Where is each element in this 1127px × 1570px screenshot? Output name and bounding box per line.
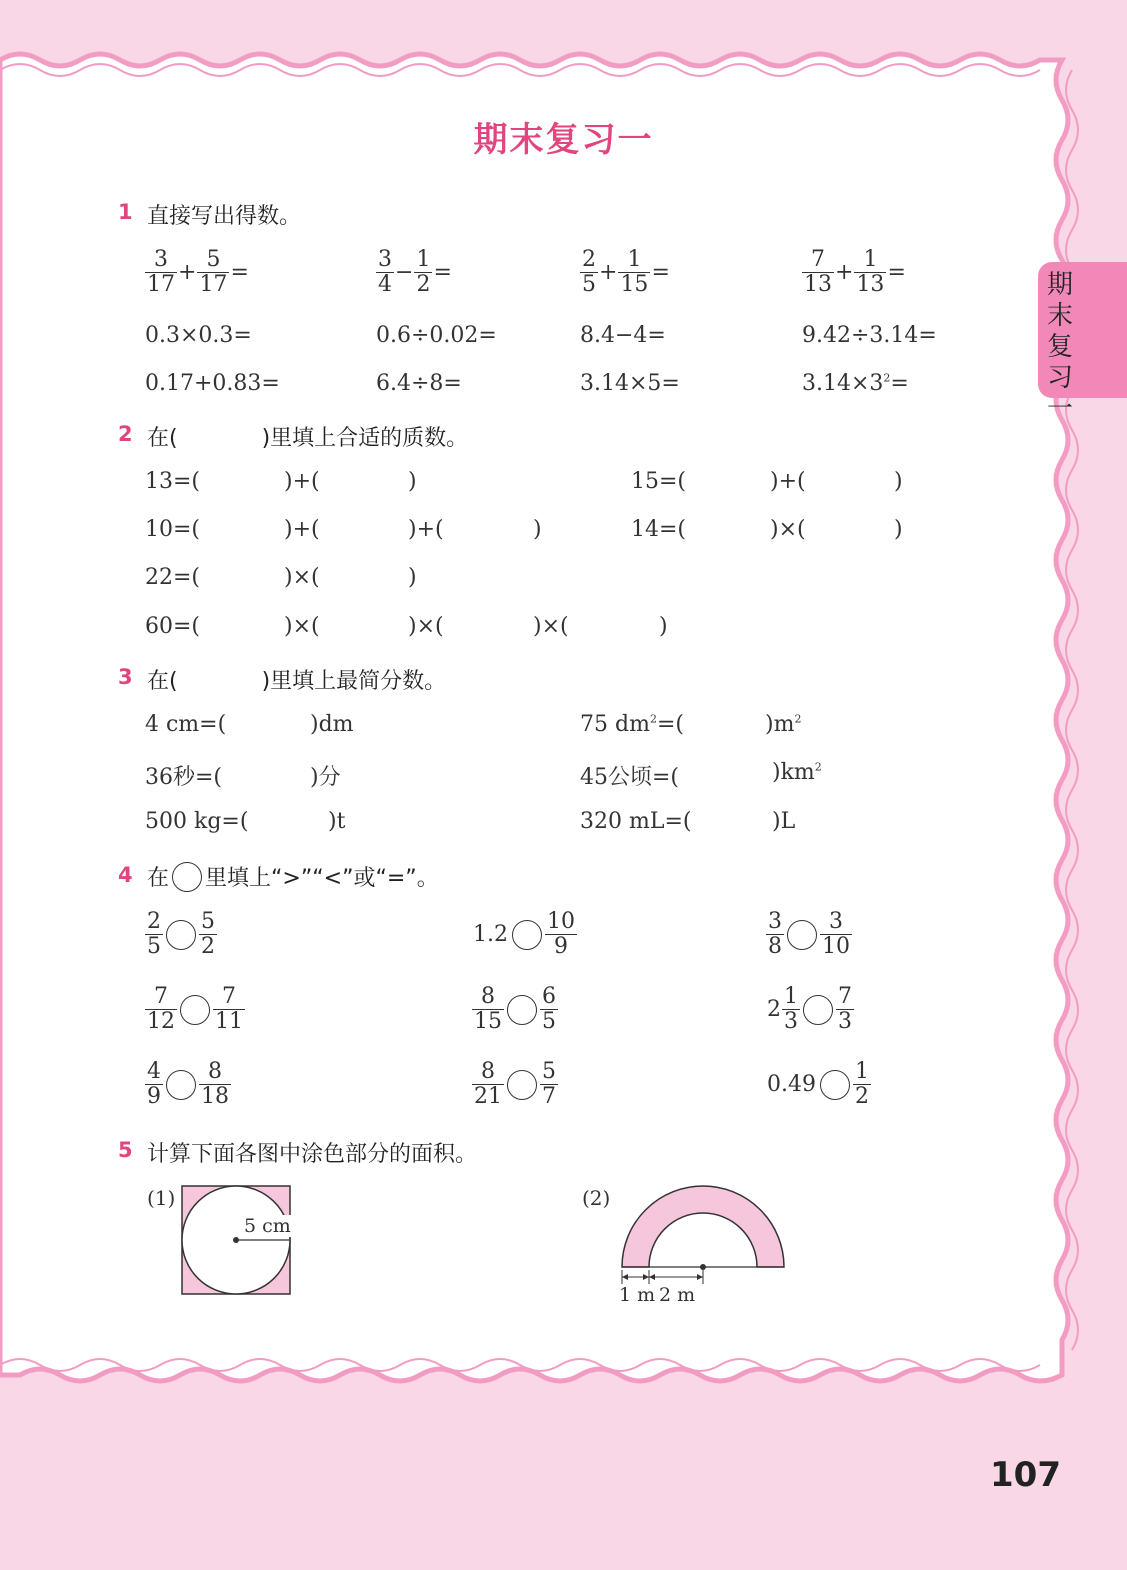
compare-circle[interactable] (820, 1070, 850, 1100)
page-number: 107 (990, 1455, 1061, 1495)
q2-part: )+( (408, 517, 444, 542)
fraction: $\frac{7}{13}$ (804, 247, 832, 297)
q4-item-9: 0.49 $\frac{1}{2}$ (767, 1059, 869, 1109)
circle-icon (172, 862, 202, 892)
compare-circle[interactable] (166, 920, 196, 950)
q1-expr-11: 3.14×5= (580, 371, 680, 396)
q3-number: 3 (118, 665, 133, 689)
compare-circle[interactable] (512, 920, 542, 950)
q1-expr-1: $\frac{3}{17}$ + $\frac{5}{17}$ = (147, 247, 249, 297)
dimension-label-1: 1 m (619, 1284, 656, 1306)
compare-circle[interactable] (787, 920, 817, 950)
compare-circle[interactable] (166, 1070, 196, 1100)
figure-2-label: (2) (582, 1186, 611, 1210)
q4-instruction: 在 里填上“>”“<”或“=”。 (147, 861, 439, 892)
compare-circle[interactable] (507, 995, 537, 1025)
q4-item-3: $\frac{3}{8}$ $\frac{3}{10}$ (768, 909, 850, 959)
q2-line-1: 13=( (145, 469, 201, 494)
q5-number: 5 (118, 1138, 133, 1162)
q3-item-3: 36秒=( (145, 765, 223, 790)
q3-item-1: 4 cm=( (145, 712, 227, 737)
q2-line-4: 14=( (631, 517, 687, 542)
q1-instruction: 直接写出得数。 (147, 204, 302, 229)
fraction: $\frac{3}{17}$ (147, 247, 175, 297)
q1-expr-2: $\frac{3}{4}$ − $\frac{1}{2}$ = (378, 247, 452, 297)
q3-item-5: 500 kg=( (145, 809, 249, 834)
fraction: $\frac{2}{5}$ (582, 247, 596, 297)
q2-part: )×( (284, 565, 320, 590)
q2-part: )×( (284, 614, 320, 639)
q3-unit: )L (772, 809, 796, 834)
q2-line-6: 60=( (145, 614, 201, 639)
radius-label: 5 cm (244, 1215, 291, 1237)
q4-item-8: $\frac{8}{21}$ $\frac{5}{7}$ (474, 1059, 556, 1109)
figure-1-label: (1) (147, 1186, 176, 1210)
q1-expr-9: 0.17+0.83= (145, 371, 280, 396)
q2-instruction: 在( )里填上合适的质数。 (147, 426, 469, 451)
dimension-label-2: 2 m (659, 1284, 696, 1306)
q1-number: 1 (118, 200, 133, 224)
q1-expr-12: $3.14\times 3^2=$ (802, 371, 909, 396)
q3-item-4: 45公顷=( (580, 765, 680, 790)
page-title: 期末复习一 (473, 120, 654, 160)
q3-unit: )$m^2$ (765, 712, 802, 737)
q5-instruction: 计算下面各图中涂色部分的面积。 (147, 1142, 478, 1167)
q1-expr-10: 6.4÷8= (376, 371, 462, 396)
q2-part: )×( (770, 517, 806, 542)
fraction: $\frac{3}{4}$ (378, 247, 392, 297)
q2-part: ) (894, 469, 903, 494)
compare-circle[interactable] (180, 995, 210, 1025)
q3-unit: )t (328, 809, 346, 834)
q3-instruction: 在( )里填上最简分数。 (147, 669, 447, 694)
q4-number: 4 (118, 863, 133, 887)
q4-item-4: $\frac{7}{12}$ $\frac{7}{11}$ (147, 984, 243, 1034)
q3-unit: )分 (310, 765, 341, 790)
q1-expr-6: 0.6÷0.02= (376, 323, 497, 348)
fraction: $\frac{1}{13}$ (856, 247, 885, 297)
q2-line-3: 10=( (145, 517, 201, 542)
q2-number: 2 (118, 422, 133, 446)
q2-part: )×( (533, 614, 569, 639)
compare-circle[interactable] (507, 1070, 537, 1100)
q2-part: )+( (770, 469, 806, 494)
fraction: $\frac{1}{2}$ (416, 247, 431, 297)
q3-item-2: 75 $dm^2=$( (580, 712, 684, 737)
q2-part: )+( (284, 517, 320, 542)
figure-1-square-circle (180, 1184, 294, 1298)
q2-part: )×( (408, 614, 444, 639)
fraction: $\frac{5}{17}$ (199, 247, 228, 297)
q4-item-2: 1.2 $\frac{10}{9}$ (473, 909, 575, 959)
q2-part: ) (894, 517, 903, 542)
side-tab-label: 期末复习一 (1046, 270, 1073, 424)
q1-expr-4: $\frac{7}{13}$ + $\frac{1}{13}$ = (804, 247, 906, 297)
q4-item-6: 2 $\frac{1}{3}$ $\frac{7}{3}$ (767, 984, 852, 1034)
q2-part: )+( (284, 469, 320, 494)
q2-part: ) (408, 565, 417, 590)
q4-item-5: $\frac{8}{15}$ $\frac{6}{5}$ (474, 984, 556, 1034)
q3-unit: )$km^2$ (772, 760, 822, 785)
q4-item-1: $\frac{2}{5}$ $\frac{5}{2}$ (147, 909, 215, 959)
q4-item-7: $\frac{4}{9}$ $\frac{8}{18}$ (147, 1059, 229, 1109)
q3-item-6: 320 mL=( (580, 809, 692, 834)
q1-expr-5: 0.3×0.3= (145, 323, 252, 348)
q2-part: ) (659, 614, 668, 639)
q2-line-2: 15=( (631, 469, 687, 494)
fraction: $\frac{1}{15}$ (620, 247, 649, 297)
compare-circle[interactable] (803, 995, 833, 1025)
q2-line-5: 22=( (145, 565, 201, 590)
figure-2-semi-annulus (616, 1180, 792, 1290)
q2-part: ) (408, 469, 417, 494)
q1-expr-8: 9.42÷3.14= (802, 323, 937, 348)
q2-part: ) (533, 517, 542, 542)
q1-expr-7: 8.4−4= (580, 323, 666, 348)
q3-unit: )dm (310, 712, 354, 737)
q1-expr-3: $\frac{2}{5}$ + $\frac{1}{15}$ = (582, 247, 670, 297)
